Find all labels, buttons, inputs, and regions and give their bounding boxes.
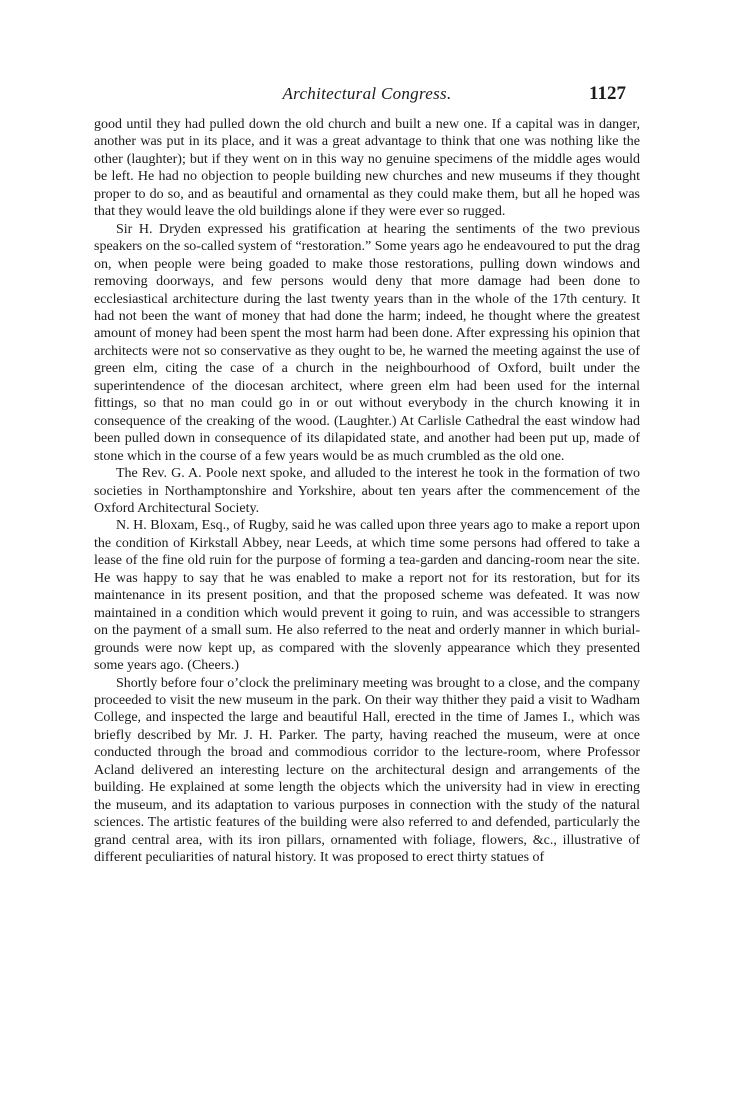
page-number: 1127 <box>589 83 626 104</box>
paragraph-poole: The Rev. G. A. Poole next spoke, and alluded to the interest he took in the formation of two societies in Northamptonshire and Yorkshire, about ten years after the commencement of the Oxford Architectural Society. <box>94 466 640 516</box>
running-title: Architectural Congress. <box>282 84 452 103</box>
paragraph-museum-visit: Shortly before four o’clock the preliminary meeting was brought to a close, and the company proceeded to visit the new museum in the park. On their way thither they paid a visit to Wadham College, and inspected the large and beautiful Hall, erected in the time of James I., which was briefly described by Mr. J. H. Parker. The party, having reached the museum, were at once conducted through the broad and commodious corridor to the lecture-room, where Professor Acland delivered an interesting lecture on the architectural design and arrangements of the building. He explained at some length the objects which the university had in view in erecting the museum, and its adaptation to various purposes in connection with the study of the natural sciences. The artistic features of the building were also referred to and defended, particularly the grand central area, with its iron pillars, ornamented with foliage, flowers, &c., illustrative of different peculiarities of natural history. It was proposed to erect thirty statues of <box>94 675 640 866</box>
paragraph-bloxam: N. H. Bloxam, Esq., of Rugby, said he was called upon three years ago to make a report upon the condition of Kirkstall Abbey, near Leeds, at which time some persons had offered to take a lease of the fine old ruin for the purpose of forming a tea-garden and dancing-room near the site. He was happy to say that he was enabled to make a report not for its restoration, but for its maintenance in its present position, and that the proposed scheme was defeated. It was now maintained in a condition which would prevent it going to ruin, and was accessible to strangers on the payment of a small sum. He also referred to the neat and orderly manner in which burial-grounds were now kept up, as compared with the slovenly appearance which they presented some years ago. (Cheers.) <box>94 518 640 674</box>
paragraph-dryden: Sir H. Dryden expressed his gratification at hearing the sentiments of the two previous speakers on the so-called system of “restoration.” Some years ago he endeavoured to put the drag on, when people were being goaded to make those restorations, pulling down windows and removing doorways, and few persons would deny that more damage had been done to ecclesiastical architecture during the last twenty years than in the whole of the 17th century. It had not been the want of money that had done the harm; indeed, he thought where the greatest amount of money had been spent the most harm had been done. After expressing his opinion that architects were not so conservative as they ought to be, he warned the meeting against the use of green elm, citing the case of a church in the neighbourhood of Oxford, built under the superintendence of the diocesan architect, where green elm had been used for the internal fittings, so that no man could go in or out without everybody in the church knowing it in consequence of the creaking of the wood. (Laughter.) At Carlisle Cathedral the east window had been pulled down in consequence of its dilapidated state, and another had been put up, made of stone which in the course of a few years would be as much crumbled as the old one. <box>94 221 640 464</box>
article-body <box>94 116 640 866</box>
paragraph-continued: good until they had pulled down the old church and built a new one. If a capital was in danger, another was put in its place, and it was a great advantage to think that one was nothing like the other (laughter); but if they went on in this way no genuine specimens of the middle ages would be left. He had no objection to people building new churches and new museums if they thought proper to do so, and as beautiful and ornamental as they could make them, but all he hoped was that they would leave the old buildings alone if they were ever so rugged. <box>94 117 640 220</box>
running-header <box>94 84 640 110</box>
document-page <box>94 84 640 866</box>
